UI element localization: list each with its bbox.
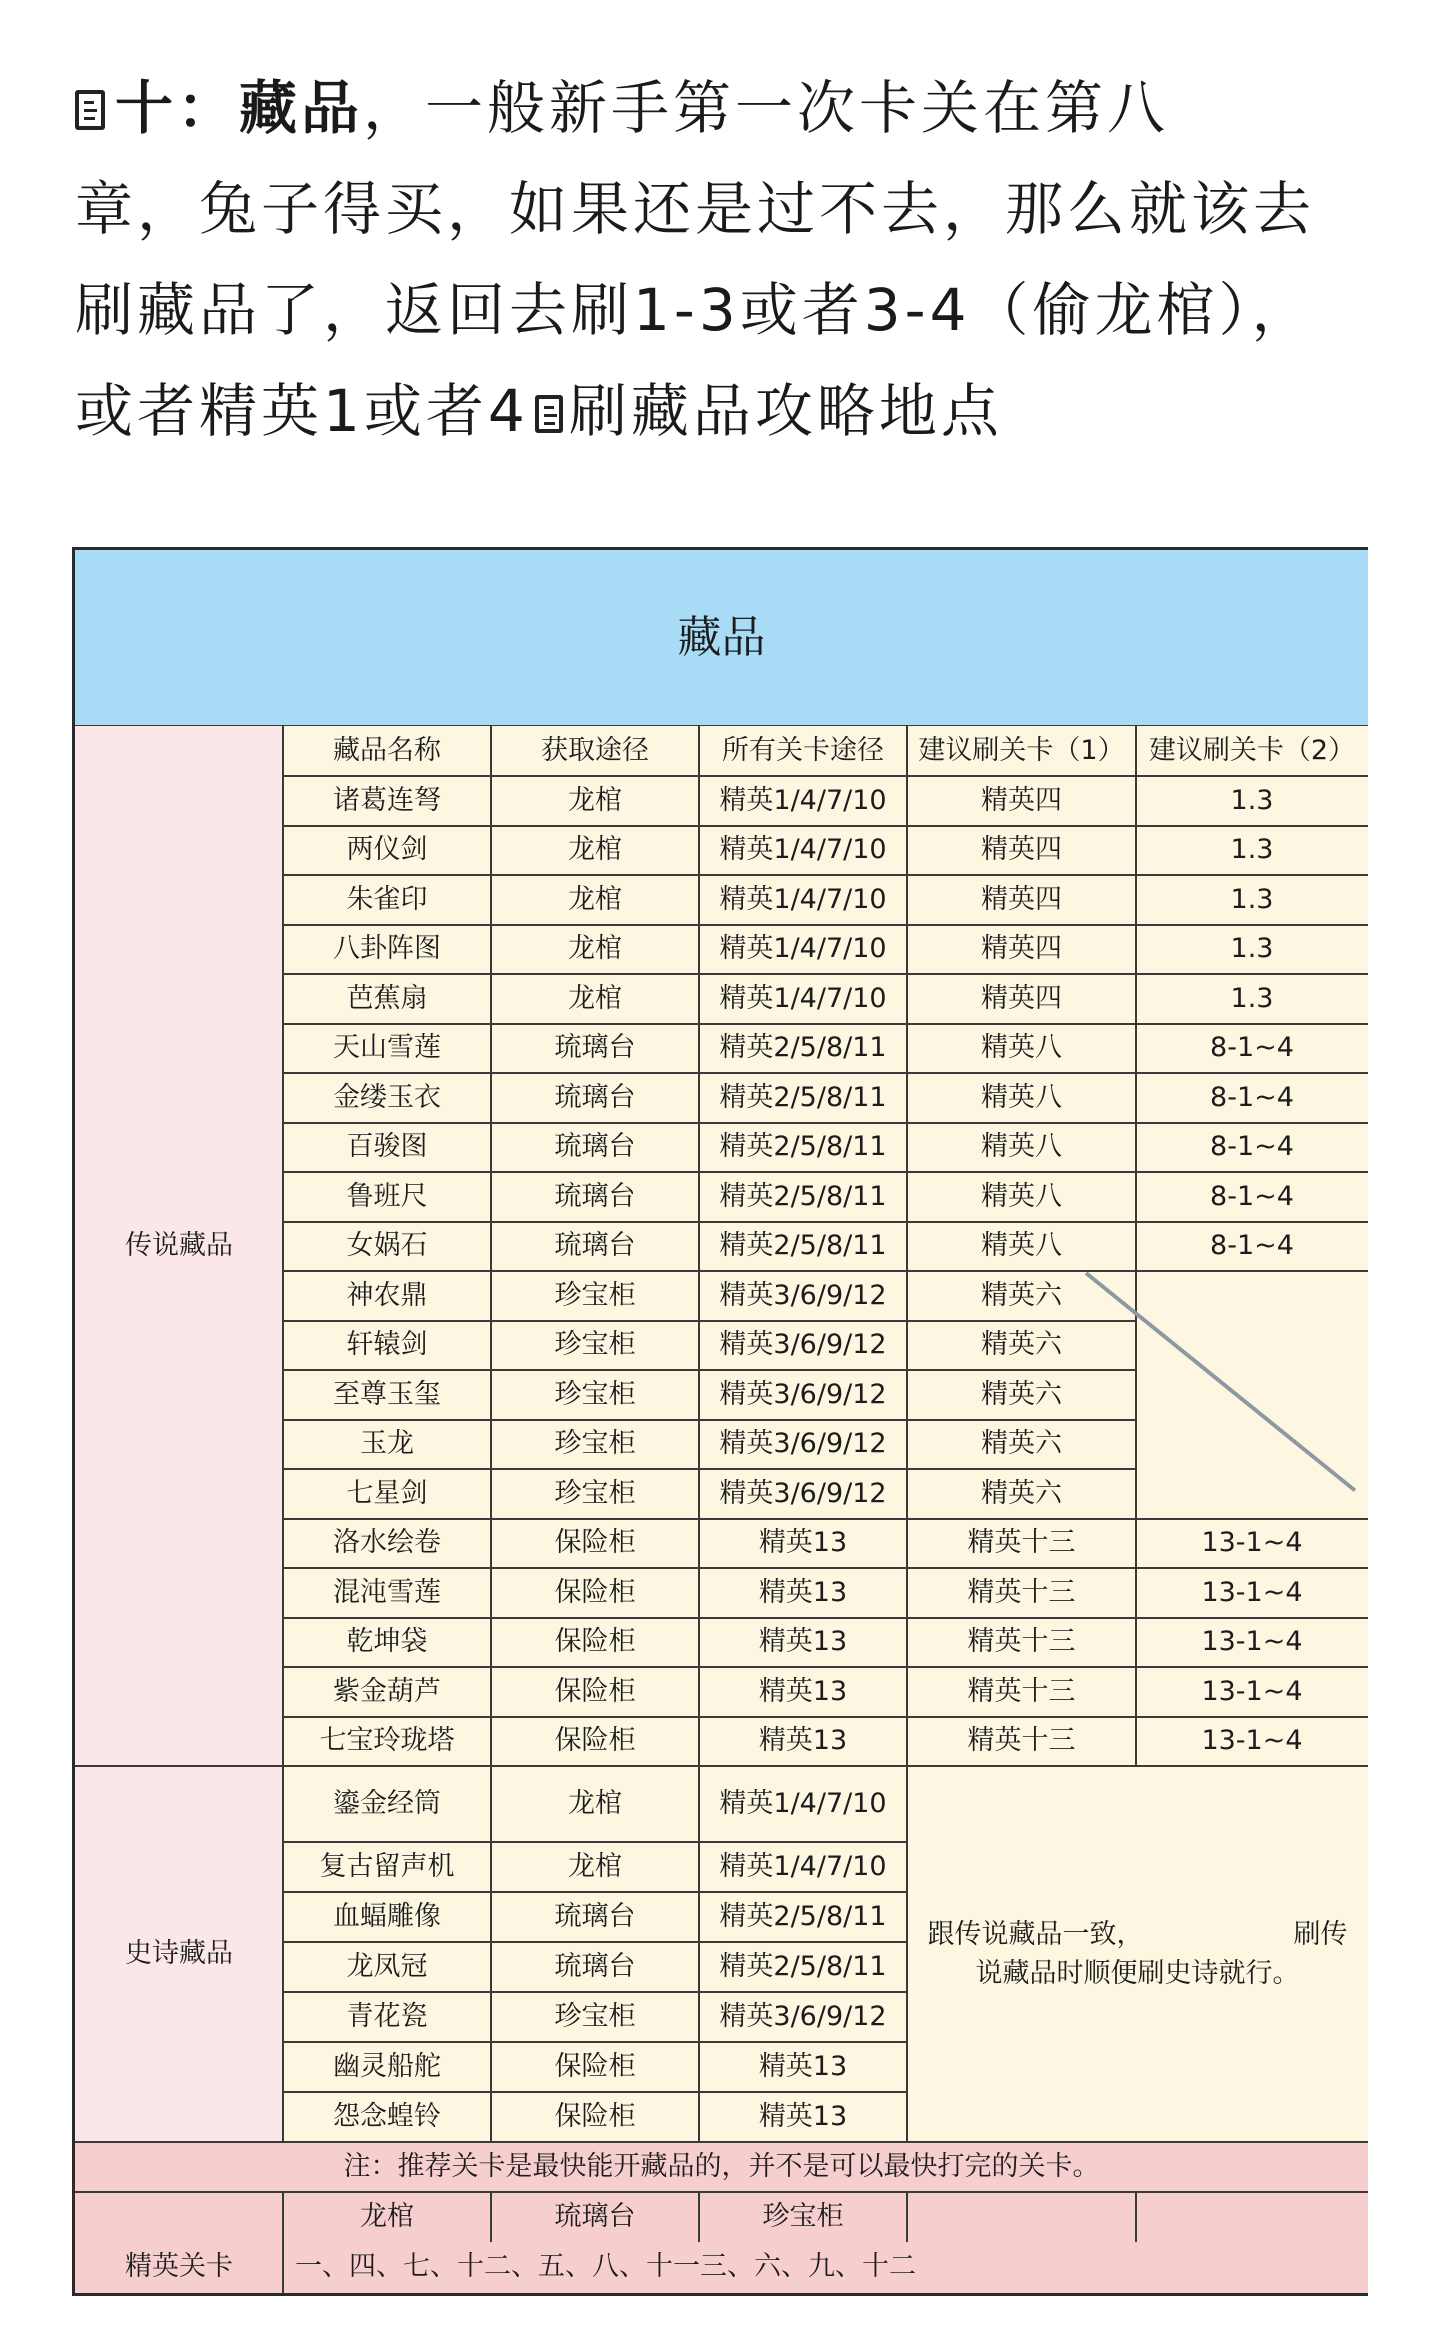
table-row-cell: 8-1~4 bbox=[1136, 1172, 1368, 1222]
column-header: 获取途径 bbox=[491, 726, 699, 776]
table-row-cell: 精英1/4/7/10 bbox=[699, 875, 907, 925]
table-row-cell: 精英2/5/8/11 bbox=[699, 1073, 907, 1123]
intro-line-3: 刷藏品了，返回去刷1-3或者3-4（偷龙棺）， bbox=[75, 276, 1314, 344]
column-header: 藏品名称 bbox=[283, 726, 491, 776]
table-row-cell: 龙棺 bbox=[491, 776, 699, 826]
column-header: 建议刷关卡（1） bbox=[907, 726, 1136, 776]
table-row-cell: 精英1/4/7/10 bbox=[699, 826, 907, 876]
table-row-cell: 保险柜 bbox=[491, 1717, 699, 1767]
table-row-cell: 1.3 bbox=[1136, 875, 1368, 925]
table-row-cell: 珍宝柜 bbox=[491, 1420, 699, 1470]
table-row-cell: 保险柜 bbox=[491, 1667, 699, 1717]
table-row-cell: 精英1/4/7/10 bbox=[699, 1766, 907, 1842]
table-row-cell: 13-1~4 bbox=[1136, 1568, 1368, 1618]
table-row-cell: 精英13 bbox=[699, 1519, 907, 1569]
elite-header-cell: 珍宝柜 bbox=[699, 2192, 907, 2242]
table-row-cell: 轩辕剑 bbox=[283, 1321, 491, 1371]
section-heading: 十：藏品 bbox=[115, 74, 364, 142]
table-row-cell: 琉璃台 bbox=[491, 1942, 699, 1992]
diagonal-line bbox=[1086, 1273, 1355, 1491]
note-fragment: 跟传说藏品一致， bbox=[927, 1918, 1144, 1950]
table-row-cell: 精英六 bbox=[907, 1370, 1136, 1420]
table-row-cell: 精英六 bbox=[907, 1469, 1136, 1519]
table-row-cell: 1.3 bbox=[1136, 925, 1368, 975]
table-row-cell: 八卦阵图 bbox=[283, 925, 491, 975]
elite-label: 精英关卡 bbox=[75, 2242, 283, 2293]
table-row-cell: 女娲石 bbox=[283, 1222, 491, 1272]
table-row-cell: 精英3/6/9/12 bbox=[699, 1992, 907, 2042]
table-row-cell: 神农鼎 bbox=[283, 1271, 491, 1321]
table-row-cell: 诸葛连弩 bbox=[283, 776, 491, 826]
intro-text: 刷藏品攻略地点 bbox=[568, 377, 1003, 445]
note-fragment: 说藏品时顺便刷史诗就行。 bbox=[975, 1958, 1300, 1989]
diagonal-strike bbox=[75, 550, 1368, 2293]
table-row-cell: 保险柜 bbox=[491, 1618, 699, 1668]
footnote: 注：推荐关卡是最快能开藏品的，并不是可以最快打完的关卡。 bbox=[75, 2142, 1368, 2192]
table-row-cell: 紫金葫芦 bbox=[283, 1667, 491, 1717]
column-header: 所有关卡途径 bbox=[699, 726, 907, 776]
table-row-cell: 鲁班尺 bbox=[283, 1172, 491, 1222]
table-row-cell: 精英十三 bbox=[907, 1568, 1136, 1618]
intro-line-4 bbox=[75, 361, 1375, 462]
table-row-cell: 13-1~4 bbox=[1136, 1618, 1368, 1668]
table-row-cell: 芭蕉扇 bbox=[283, 974, 491, 1024]
table-row-cell: 珍宝柜 bbox=[491, 1992, 699, 2042]
elite-levels: 一、四、七、十二、五、八、十一三、六、九、十二 bbox=[283, 2242, 1368, 2293]
table-row-cell: 精英3/6/9/12 bbox=[699, 1321, 907, 1371]
table-row-cell: 珍宝柜 bbox=[491, 1370, 699, 1420]
table-row-cell: 精英六 bbox=[907, 1420, 1136, 1470]
table-row-cell: 琉璃台 bbox=[491, 1172, 699, 1222]
table-row-cell: 精英八 bbox=[907, 1024, 1136, 1074]
elite-header-cell: 龙棺 bbox=[283, 2192, 491, 2242]
table-row-cell: 精英八 bbox=[907, 1073, 1136, 1123]
table-row-cell: 精英四 bbox=[907, 875, 1136, 925]
table-row-cell: 龙棺 bbox=[491, 826, 699, 876]
table-row-cell: 乾坤袋 bbox=[283, 1618, 491, 1668]
column-header: 建议刷关卡（2） bbox=[1136, 726, 1368, 776]
table-row-cell: 精英六 bbox=[907, 1321, 1136, 1371]
intro-text: ，一般新手第一次卡关在第八 bbox=[363, 74, 1170, 142]
table-row-cell: 精英2/5/8/11 bbox=[699, 1172, 907, 1222]
table-row-cell: 精英1/4/7/10 bbox=[699, 925, 907, 975]
table-row-cell: 龙凤冠 bbox=[283, 1942, 491, 1992]
document-icon bbox=[75, 90, 105, 130]
table-row-cell: 精英四 bbox=[907, 925, 1136, 975]
table-row-cell: 13-1~4 bbox=[1136, 1519, 1368, 1569]
table-row-cell: 青花瓷 bbox=[283, 1992, 491, 2042]
table-row-cell: 精英四 bbox=[907, 826, 1136, 876]
table-row-cell: 精英十三 bbox=[907, 1667, 1136, 1717]
table-row-cell: 精英八 bbox=[907, 1172, 1136, 1222]
table-row-cell: 精英13 bbox=[699, 2092, 907, 2142]
table-row-cell: 精英13 bbox=[699, 2042, 907, 2092]
table-row-cell: 至尊玉玺 bbox=[283, 1370, 491, 1420]
table-row-cell: 两仪剑 bbox=[283, 826, 491, 876]
table-row-cell: 琉璃台 bbox=[491, 1073, 699, 1123]
table-row-cell: 精英六 bbox=[907, 1271, 1136, 1321]
table-row-cell: 洛水绘卷 bbox=[283, 1519, 491, 1569]
table-row-cell: 精英2/5/8/11 bbox=[699, 1892, 907, 1942]
table-row-cell: 精英八 bbox=[907, 1123, 1136, 1173]
table-row-cell: 8-1~4 bbox=[1136, 1222, 1368, 1272]
table-row-cell: 精英2/5/8/11 bbox=[699, 1942, 907, 1992]
table-row-cell: 龙棺 bbox=[491, 1766, 699, 1842]
table-row-cell: 保险柜 bbox=[491, 2092, 699, 2142]
category-legendary: 传说藏品 bbox=[75, 726, 283, 1766]
table-row-cell: 精英1/4/7/10 bbox=[699, 974, 907, 1024]
table-row-cell: 精英13 bbox=[699, 1667, 907, 1717]
table-row-cell: 珍宝柜 bbox=[491, 1271, 699, 1321]
table-row-cell: 精英十三 bbox=[907, 1519, 1136, 1569]
note-fragment: 刷传 bbox=[1293, 1918, 1348, 1950]
table-row-cell: 金缕玉衣 bbox=[283, 1073, 491, 1123]
table-row-cell: 精英3/6/9/12 bbox=[699, 1420, 907, 1470]
table-row-cell: 精英2/5/8/11 bbox=[699, 1123, 907, 1173]
table-row-cell: 琉璃台 bbox=[491, 1024, 699, 1074]
intro-text: 或者精英1或者4 bbox=[75, 377, 529, 445]
table-row-cell: 精英13 bbox=[699, 1717, 907, 1767]
table-row-cell: 8-1~4 bbox=[1136, 1073, 1368, 1123]
table-row-cell: 13-1~4 bbox=[1136, 1667, 1368, 1717]
category-epic: 史诗藏品 bbox=[75, 1766, 283, 2142]
table-row-cell: 8-1~4 bbox=[1136, 1123, 1368, 1173]
table-row-cell: 玉龙 bbox=[283, 1420, 491, 1470]
intro-line-1 bbox=[75, 58, 1375, 159]
table-row-cell: 1.3 bbox=[1136, 776, 1368, 826]
table-row-cell: 怨念蝗铃 bbox=[283, 2092, 491, 2142]
table-row-cell: 混沌雪莲 bbox=[283, 1568, 491, 1618]
table-row-cell: 朱雀印 bbox=[283, 875, 491, 925]
table-row-cell: 保险柜 bbox=[491, 2042, 699, 2092]
table-row-cell: 保险柜 bbox=[491, 1519, 699, 1569]
table-row-cell: 1.3 bbox=[1136, 826, 1368, 876]
table-row-cell: 13-1~4 bbox=[1136, 1717, 1368, 1767]
table-row-cell: 血蝠雕像 bbox=[283, 1892, 491, 1942]
table-row-cell: 天山雪莲 bbox=[283, 1024, 491, 1074]
table-row-cell: 龙棺 bbox=[491, 1842, 699, 1892]
table-row-cell: 百骏图 bbox=[283, 1123, 491, 1173]
table-row-cell: 珍宝柜 bbox=[491, 1469, 699, 1519]
table-row-cell: 1.3 bbox=[1136, 974, 1368, 1024]
table-title: 藏品 bbox=[75, 550, 1368, 726]
table-row-cell: 珍宝柜 bbox=[491, 1321, 699, 1371]
table-row-cell: 幽灵船舵 bbox=[283, 2042, 491, 2092]
table-row-cell: 精英3/6/9/12 bbox=[699, 1469, 907, 1519]
table-row-cell: 精英13 bbox=[699, 1568, 907, 1618]
intro-line-2: 章，兔子得买，如果还是过不去，那么就该去 bbox=[75, 175, 1316, 243]
table-row-cell: 精英1/4/7/10 bbox=[699, 1842, 907, 1892]
table-row-cell: 精英2/5/8/11 bbox=[699, 1024, 907, 1074]
table-row-cell: 琉璃台 bbox=[491, 1892, 699, 1942]
table-row-cell: 鎏金经筒 bbox=[283, 1766, 491, 1842]
table-row-cell: 琉璃台 bbox=[491, 1123, 699, 1173]
table-row-cell: 七星剑 bbox=[283, 1469, 491, 1519]
table-row-cell: 精英3/6/9/12 bbox=[699, 1271, 907, 1321]
table-row-cell: 精英3/6/9/12 bbox=[699, 1370, 907, 1420]
table-row-cell: 龙棺 bbox=[491, 974, 699, 1024]
document-icon bbox=[535, 395, 563, 433]
table-row-cell: 保险柜 bbox=[491, 1568, 699, 1618]
table-row-cell: 精英1/4/7/10 bbox=[699, 776, 907, 826]
table-row-cell: 精英四 bbox=[907, 776, 1136, 826]
intro-paragraph bbox=[75, 58, 1375, 462]
table-row-cell: 复古留声机 bbox=[283, 1842, 491, 1892]
elite-header-cell: 琉璃台 bbox=[491, 2192, 699, 2242]
table-row-cell: 精英十三 bbox=[907, 1717, 1136, 1767]
table-row-cell: 精英13 bbox=[699, 1618, 907, 1668]
table-row-cell: 龙棺 bbox=[491, 875, 699, 925]
table-row-cell: 8-1~4 bbox=[1136, 1024, 1368, 1074]
table-row-cell: 七宝玲珑塔 bbox=[283, 1717, 491, 1767]
table-row-cell: 精英八 bbox=[907, 1222, 1136, 1272]
table-row-cell: 精英2/5/8/11 bbox=[699, 1222, 907, 1272]
table-row-cell: 精英四 bbox=[907, 974, 1136, 1024]
table-row-cell: 精英十三 bbox=[907, 1618, 1136, 1668]
table-row-cell: 琉璃台 bbox=[491, 1222, 699, 1272]
collectibles-table bbox=[72, 547, 1368, 2296]
table-row-cell: 龙棺 bbox=[491, 925, 699, 975]
